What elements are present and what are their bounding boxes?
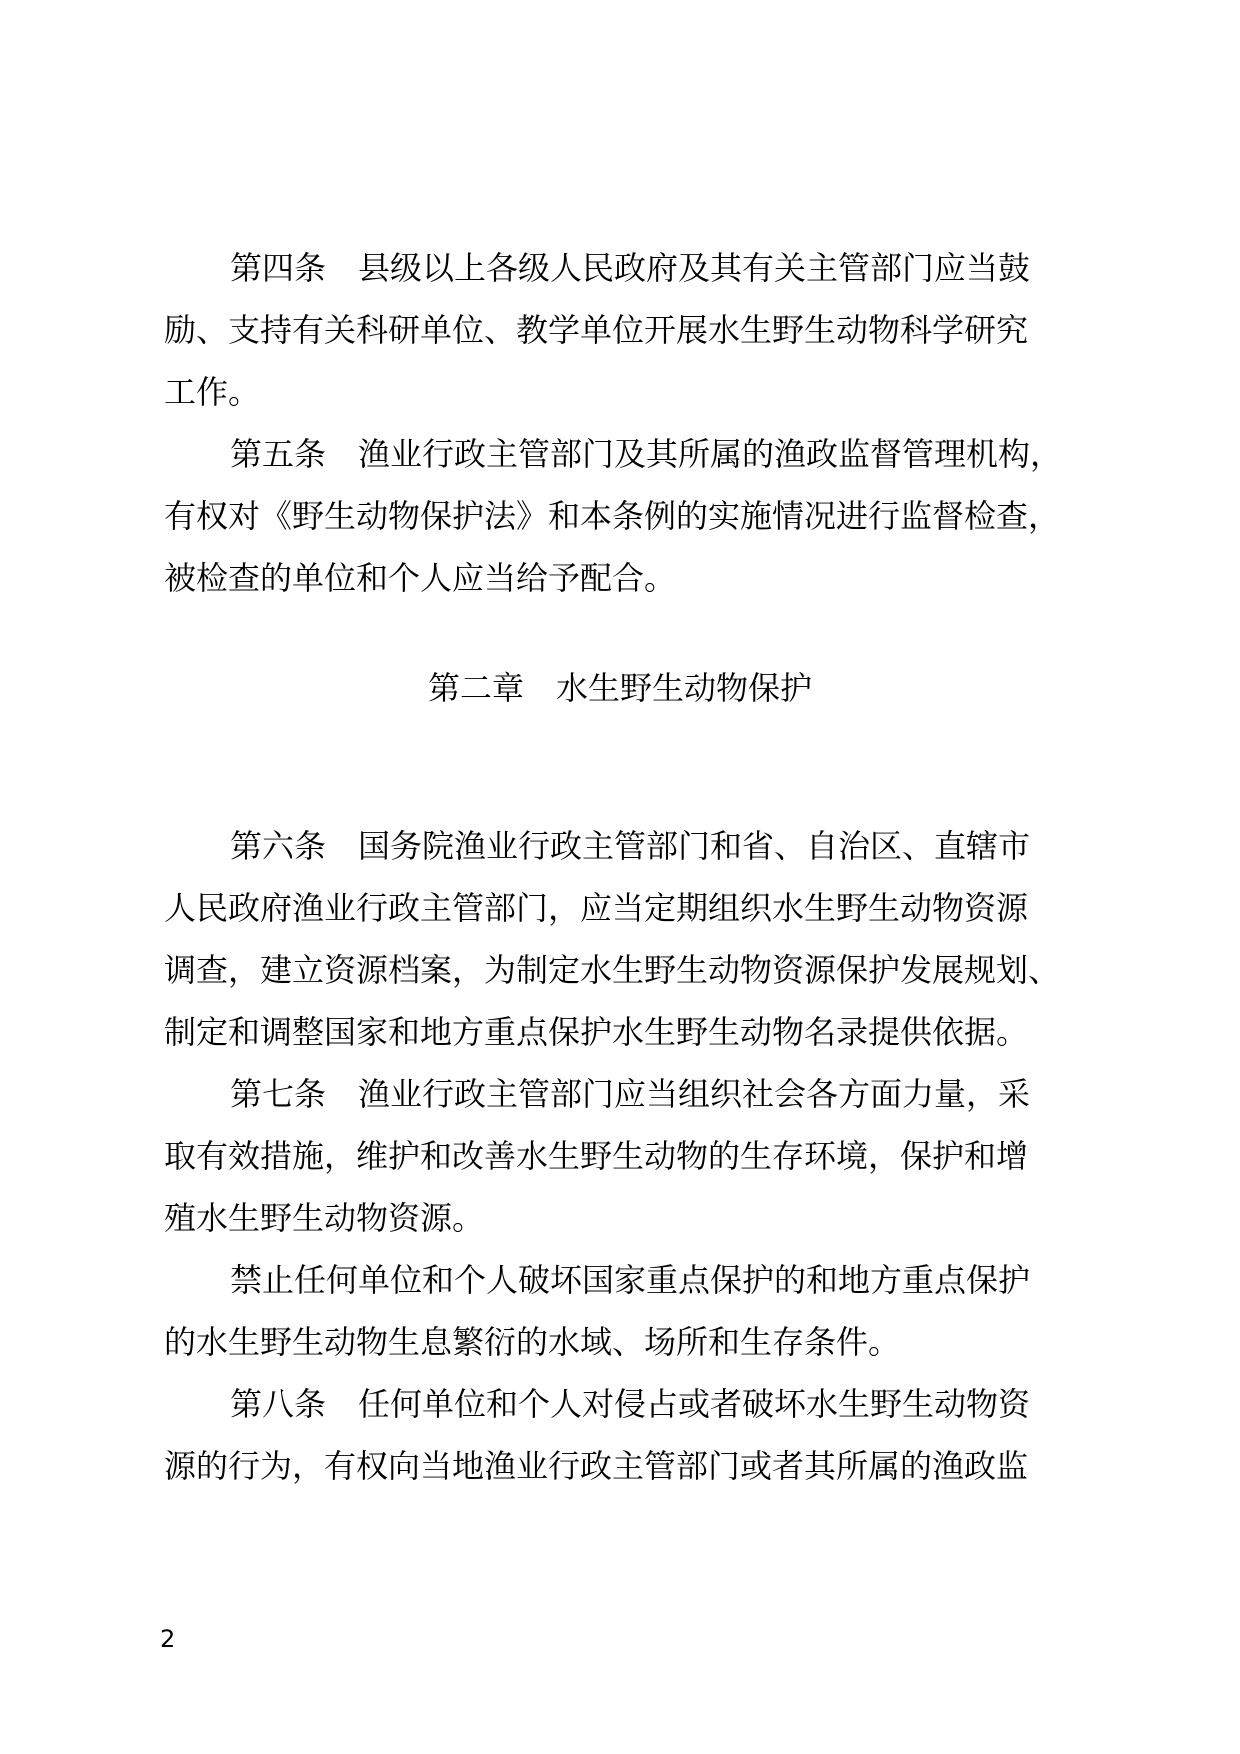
document-page: 第四条 县级以上各级人民政府及其有关主管部门应当鼓 励、支持有关科研单位、教学单位开展水生野生动物科学研究 工作。 第五条 渔业行政主管部门及其所属的渔政监督管理机构， 有权对《野生动物保护法》和本条例的实施情况进行监督检查， 被检查的单位和个人应当给予配合。 第二章 水生野生动物保护 第六条 国务院渔业行政主管部门和省、自治区、直辖市 人民政府渔业行政主管部门，应当定期组织水生野生动物资源 调查，建立资源档案，为制定水生野生动物资源保护发展规划、 制定和调整国家和地方重点保护水生野生动物名录提供依据。 第七条 渔业行政主管部门应当组织社会各方面力量，采 取有效措施，维护和改善水生野生动物的生存环境，保护和增 殖水生野生动物资源。 禁止任何单位和个人破坏国家重点保护的和地方重点保护 的水生野生动物生息繁衍的水域、场所和生存条件。 第八条 任何单位和个人对侵占或者破坏水生野生动物资 源的行为，有权向当地渔业行政主管部门或者其所属的渔政监 2 <box>0 0 1240 1754</box>
chapter-heading: 第二章 水生野生动物保护 <box>427 669 812 707</box>
page-number: 2 <box>160 1625 176 1653</box>
